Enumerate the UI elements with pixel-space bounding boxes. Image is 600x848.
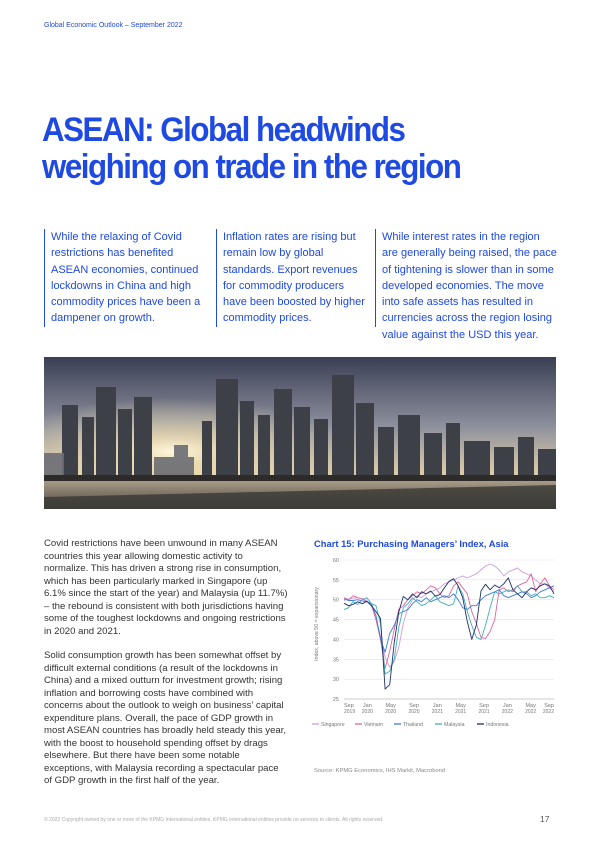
series-line-indonesia [344, 578, 554, 689]
x-tick-label: May [525, 703, 536, 709]
series-line-singapore [344, 564, 554, 667]
x-tick-year: 2021 [478, 709, 490, 715]
y-tick-label: 35 [332, 657, 339, 664]
legend-label: Indonesia [486, 722, 509, 728]
key-point-inflation: Inflation rates are rising but remain low by global standards. Export revenues for commodity producers have been boosted by higher commodity prices. [216, 229, 368, 327]
page-number: 17 [540, 814, 550, 824]
document-header: Global Economic Outlook – September 2022 [44, 22, 183, 29]
x-tick-label: Jan [362, 703, 372, 709]
x-tick-year: 2022 [501, 709, 513, 715]
y-tick-label: 45 [332, 617, 339, 624]
key-point-growth: While the relaxing of Covid restrictions has benefited ASEAN economies, continued lockdowns in China and high commodity prices have been a dampener on growth. [44, 229, 201, 327]
x-tick-year: 2019 [344, 709, 356, 715]
x-tick-year: 2022 [542, 709, 554, 715]
legend-label: Malaysia [444, 722, 465, 728]
x-tick-label: Jan [502, 703, 512, 709]
y-tick-label: 25 [332, 697, 339, 703]
skyline-illustration [44, 357, 556, 509]
x-tick-year: 2022 [525, 709, 537, 715]
x-tick-year: 2020 [385, 709, 397, 715]
x-tick-label: Sep [409, 703, 419, 709]
x-tick-year: 2021 [455, 709, 467, 715]
x-tick-label: Jan [432, 703, 442, 709]
legend-label: Singapore [321, 722, 345, 728]
title-line-1: ASEAN: Global headwinds [42, 111, 405, 149]
body-text [44, 538, 289, 800]
x-tick-label: Sep [479, 703, 489, 709]
y-tick-label: 60 [332, 558, 339, 564]
page-title [42, 112, 520, 186]
x-tick-label: Sep [544, 703, 554, 709]
y-tick-label: 55 [332, 577, 339, 584]
x-tick-label: May [455, 703, 466, 709]
x-tick-label: Sep [344, 703, 354, 709]
series-line-malaysia [344, 586, 554, 674]
body-paragraph-2: Solid consumption growth has been somewhat offset by difficult external conditions (a result of the lockdowns in China) and a mixed outturn for investment growth; rising inflation and borrowing costs have combined with concerns about the outlook to weigh on business’ capital expenditure plans. Overall, the pace of GDP growth in most ASEAN countries has broadly held steady this year, with the boost to household spending offset by drags elsewhere. But there have been some notable exceptions, with Malaysia recording a spectacular pace of GDP growth in the first half of the year. [44, 650, 287, 786]
x-tick-year: 2021 [431, 709, 443, 715]
key-point-interest-rates: While interest rates in the region are generally being raised, the pace of tightening is slower than in some developed economies. The move into safe assets has resulted in currencies across the region losing value against the USD this year. [375, 229, 557, 327]
chart-title: Chart 15: Purchasing Managers’ Index, Asia [314, 538, 509, 549]
x-tick-year: 2020 [361, 709, 373, 715]
y-tick-label: 50 [332, 597, 339, 604]
y-tick-label: 30 [332, 677, 339, 684]
series-line-vietnam [344, 574, 554, 669]
y-axis-label: Index, above 50 = expansionary [314, 587, 320, 661]
copyright-footer: © 2022 Copyright owned by one or more of the KPMG International entities. KPMG International entities provide no services to clients. All rights reserved. [44, 817, 384, 823]
title-line-2: weighing on trade in the region [42, 148, 461, 186]
body-paragraph-1: Covid restrictions have been unwound in many ASEAN countries this year allowing domestic activity to normalize. This has driven a strong rise in consumption, which has been particularly marked in Singapore (up 6.1% since the start of the year) and Malaysia (up 11.7%) – the rebound is consistent with both jurisdictions having some of the toughest lockdowns and ongoing restrictions in 2020 and 2021. [44, 538, 288, 637]
pmi-line-chart [306, 552, 558, 764]
x-tick-label: May [385, 703, 396, 709]
y-tick-label: 40 [332, 637, 339, 644]
singapore-skyline-photo [44, 357, 556, 509]
chart-source: Source: KPMG Economics, IHS Markit, Macrobond [314, 768, 446, 774]
legend-label: Thailand [403, 722, 423, 728]
legend-label: Vietnam [364, 722, 383, 728]
x-tick-year: 2020 [408, 709, 420, 715]
